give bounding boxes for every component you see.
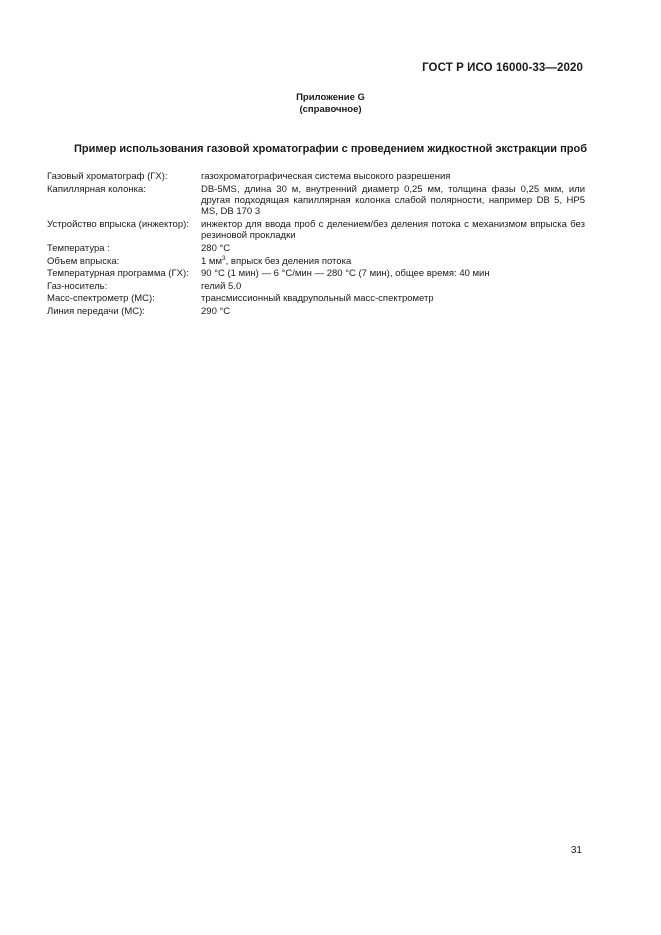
page-number: 31	[570, 845, 582, 856]
param-label: Газовый хроматограф (ГХ):	[47, 171, 168, 182]
param-value: DB-5MS, длина 30 м, внутренний диаметр 0,25 мм, толщина фазы 0,25 мкм, или другая подходящая капиллярная колонка слабой полярности, например DB 5, HP5 MS, DB 170 3	[201, 183, 585, 218]
param-value: 90 °C (1 мин) — 6 °C/мин — 280 °C (7 мин), общее время: 40 мин	[201, 268, 490, 280]
param-label: Линия передачи (МС):	[47, 305, 145, 317]
param-value-suffix: , впрыск без деления потока	[225, 255, 352, 267]
param-row-carrier-gas	[47, 281, 585, 292]
appendix-title: Приложение G	[296, 92, 365, 103]
param-row-transfer-line	[47, 306, 585, 317]
param-row-capillary-column	[47, 184, 585, 218]
param-row-temperature	[47, 243, 585, 254]
param-value-prefix: 1 мм	[201, 255, 222, 267]
parameters-list	[47, 171, 585, 319]
param-value: трансмиссионный квадрупольный масс-спектрометр	[201, 293, 434, 305]
param-row-temperature-program	[47, 268, 585, 279]
appendix-heading	[0, 92, 661, 115]
appendix-subtitle: (справочное)	[299, 103, 362, 115]
param-value	[201, 256, 585, 267]
param-value: гелий 5.0	[201, 280, 242, 292]
param-label: Температурная программа (ГХ):	[47, 268, 189, 280]
param-label: Капиллярная колонка:	[47, 183, 146, 195]
param-label: Температура :	[47, 243, 110, 254]
section-title: Пример использования газовой хроматографии с проведением жидкостной экстракции проб	[73, 143, 587, 155]
param-row-gc	[47, 171, 585, 182]
param-row-mass-spectrometer	[47, 293, 585, 304]
param-value: газохроматографическая система высокого разрешения	[201, 171, 451, 182]
param-value: 280 °C	[201, 243, 231, 254]
param-value: 290 °C	[201, 305, 231, 317]
param-label: Газ-носитель:	[47, 280, 108, 292]
param-label: Масс-спектрометр (МС):	[47, 293, 155, 305]
param-label: Объем впрыска:	[47, 255, 120, 267]
param-value: инжектор для ввода проб с делением/без деления потока с механизмом впрыска без резиновой прокладки	[201, 219, 585, 242]
param-label: Устройство впрыска (инжектор):	[47, 219, 189, 230]
document-standard-code: ГОСТ Р ИСО 16000-33—2020	[422, 62, 583, 74]
param-row-injection-volume	[47, 256, 585, 267]
param-row-injector	[47, 219, 585, 242]
param-value-superscript: 3	[222, 254, 226, 262]
